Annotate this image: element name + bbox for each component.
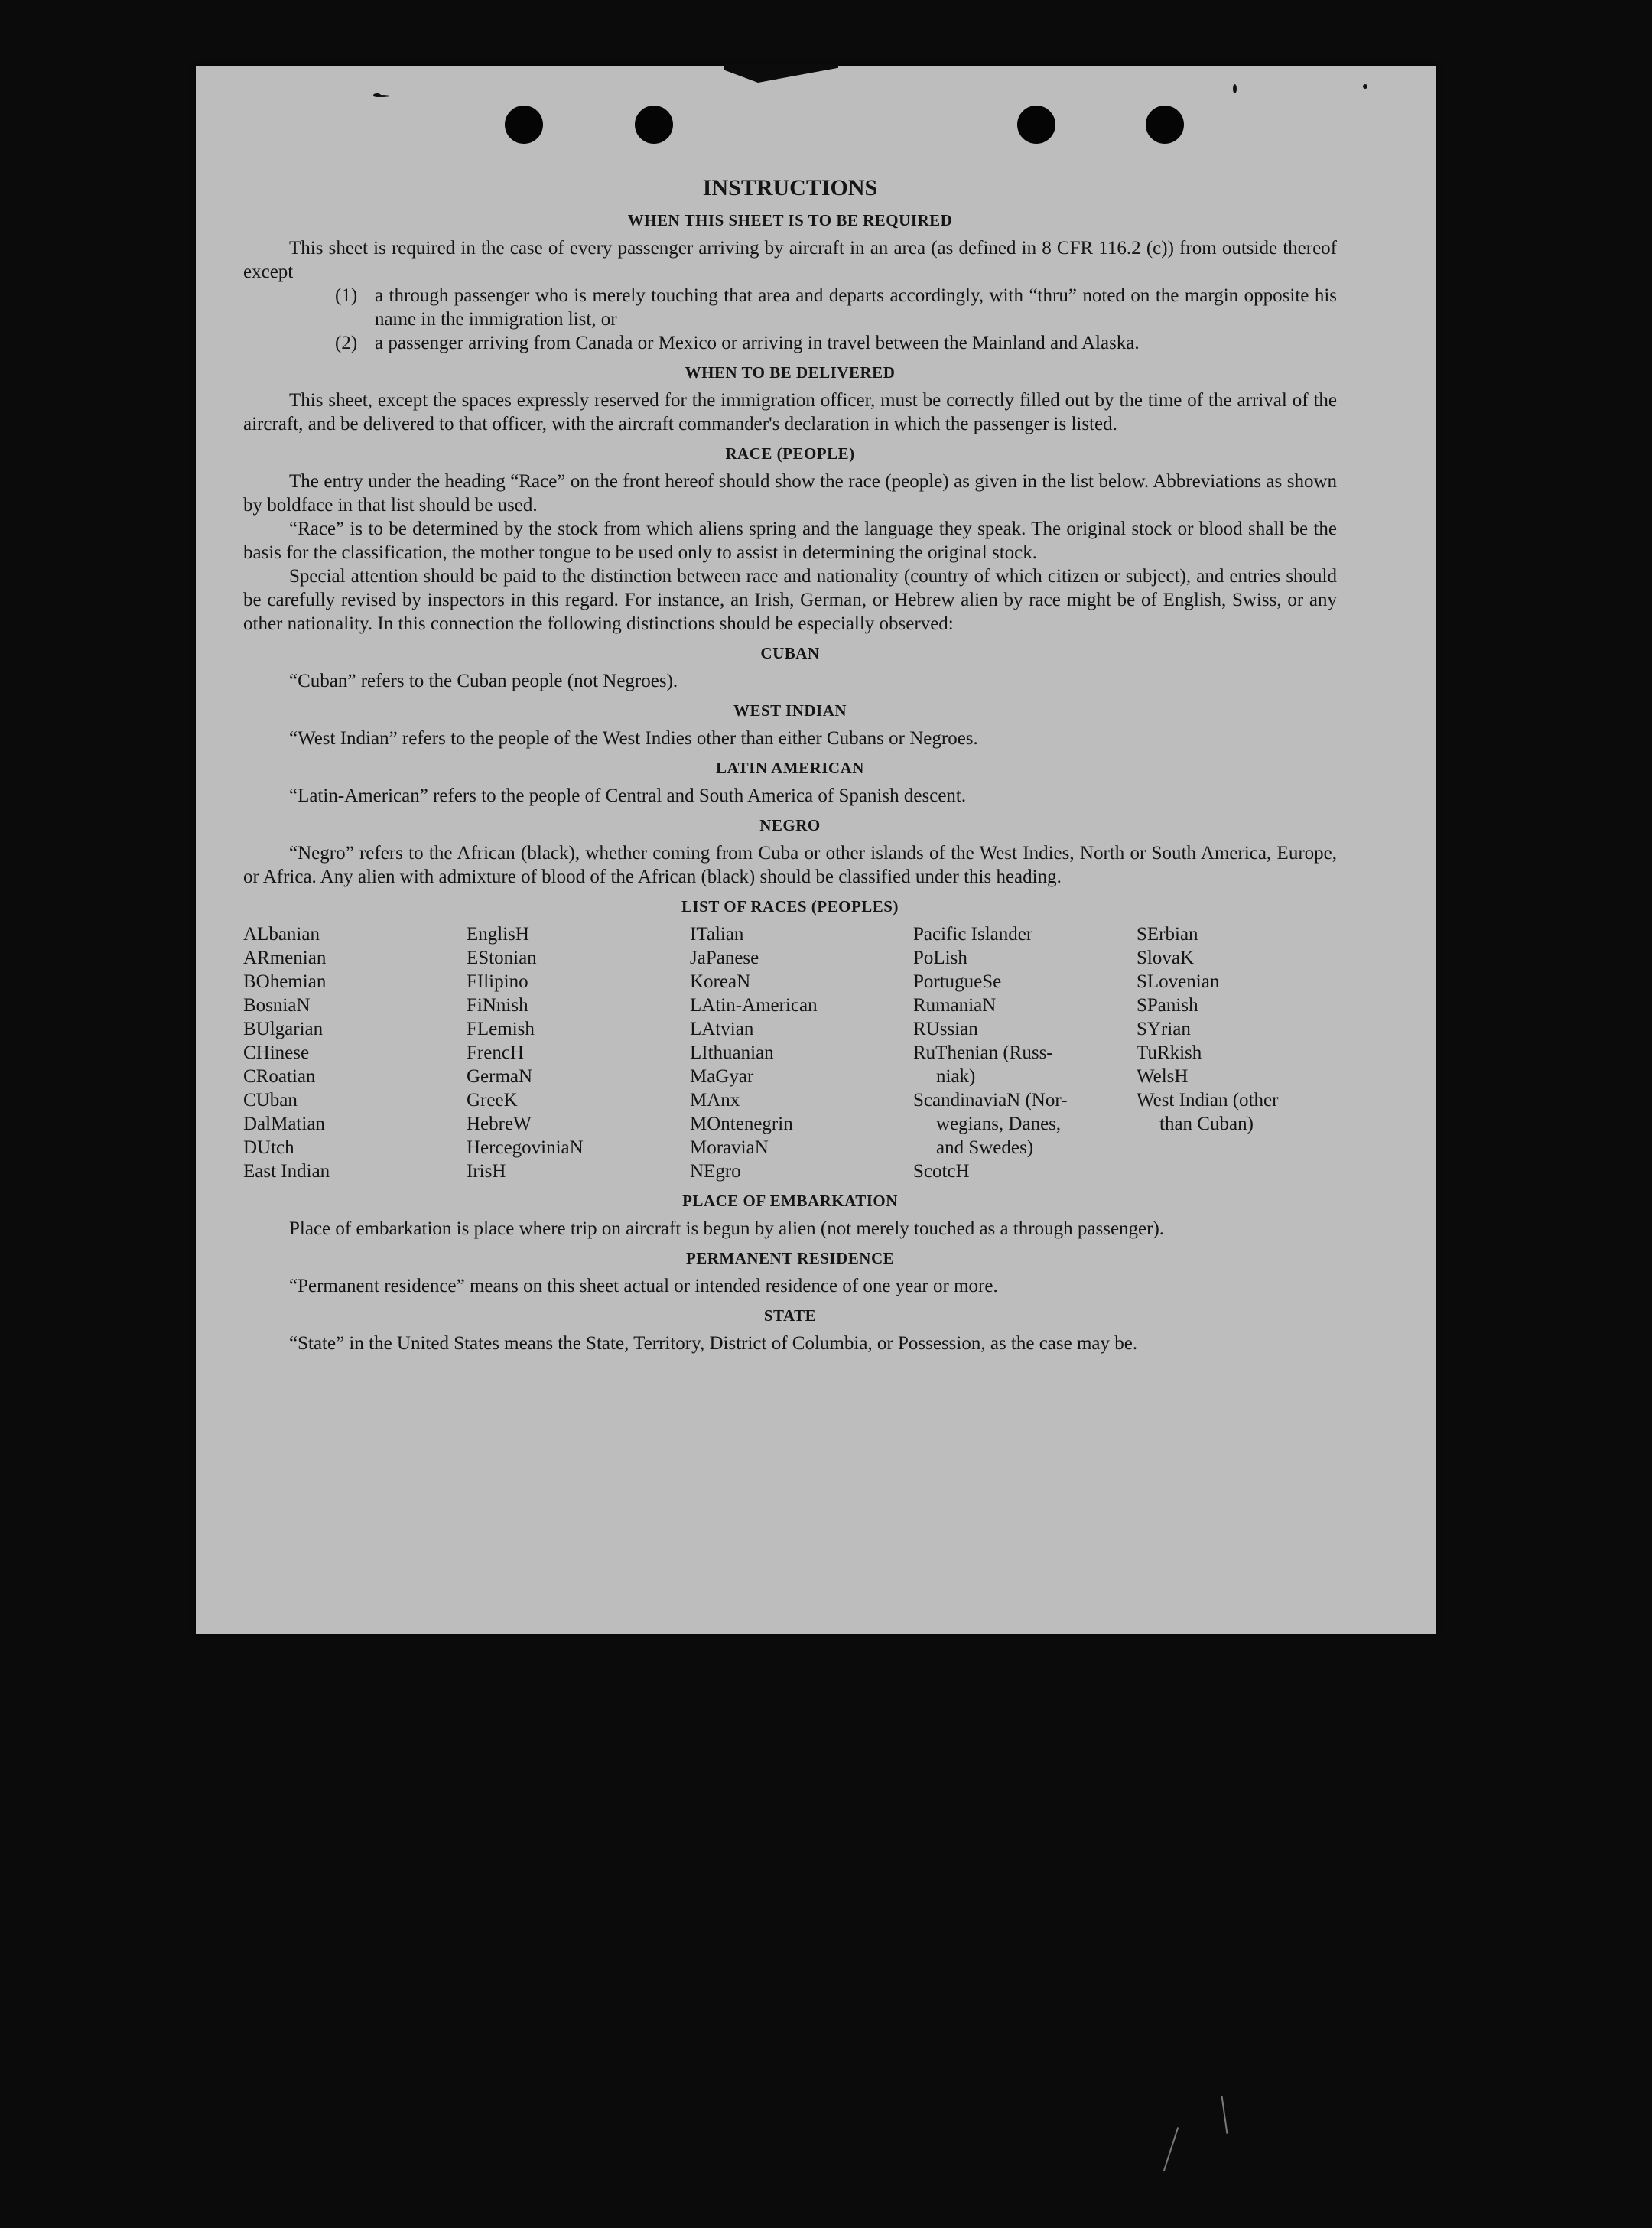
race-item: JaPanese [690,948,759,968]
list-item [243,331,1337,355]
heading-cuban: CUBAN [760,644,820,662]
race-item: GreeK [467,1090,518,1111]
race-item: SLovenian [1137,971,1220,992]
heading-place-of-embarkation: PLACE OF EMBARKATION [682,1192,898,1210]
list-text: a through passenger who is merely touching that area and departs accordingly, with “thru” noted on the margin opposite his name in the immigration list, or [375,285,1337,330]
dust-mark [373,95,390,97]
dust-mark [1363,84,1367,89]
paragraph-west-indian: “West Indian” refers to the people of the West Indies other than either Cubans or Negroes. [289,728,978,749]
race-item: BOhemian [243,971,327,992]
race-item: SlovaK [1137,948,1194,968]
race-item: ScandinaviaN (Nor- [913,1090,1068,1111]
race-item: Pacific Islander [913,924,1033,945]
paragraph-permanent-residence: “Permanent residence” means on this sheet actual or intended residence of one year or more. [289,1276,998,1296]
race-item: LAtin-American [690,995,818,1016]
races-column-4 [913,922,1137,1183]
heading-latin-american: LATIN AMERICAN [716,759,864,777]
dust-mark [1233,84,1237,93]
race-item: FLemish [467,1019,535,1039]
race-item: IrisH [467,1161,506,1182]
film-scratch [1221,2096,1228,2134]
paragraph-negro: “Negro” refers to the African (black), whether coming from Cuba or other islands of the West Indies, North or South America, Europe, or Africa. Any alien with admixture of blood of the African (black) should be classified under this heading. [243,843,1337,887]
list-number: (1) [335,285,358,306]
race-item: RUssian [913,1019,978,1039]
race-item-continued: than Cuban) [1159,1114,1254,1134]
race-item: DalMatian [243,1114,325,1134]
race-item: RumaniaN [913,995,997,1016]
race-item: SYrian [1137,1019,1191,1039]
race-item: CUban [243,1090,298,1111]
race-item: KoreaN [690,971,751,992]
paragraph-place-of-embarkation: Place of embarkation is place where trip on aircraft is begun by alien (not merely touched as a through passenger). [289,1218,1165,1239]
paragraph-race-2: “Race” is to be determined by the stock from which aliens spring and the language they speak. The original stock or blood shall be the basis for the classification, the mother tongue to be used only to assist in determining the original stock. [243,519,1337,563]
races-column-5 [1137,922,1343,1183]
race-item: TuRkish [1137,1042,1202,1063]
heading-when-required: WHEN THIS SHEET IS TO BE REQUIRED [627,211,953,229]
race-item: MaGyar [690,1066,754,1087]
race-item: LIthuanian [690,1042,774,1063]
race-item: LAtvian [690,1019,754,1039]
list-item [243,284,1337,331]
race-item: PoLish [913,948,967,968]
list-number: (2) [335,333,358,353]
race-item: EnglisH [467,924,529,945]
punch-hole [505,106,543,144]
heading-race: RACE (PEOPLE) [725,444,855,463]
heading-negro: NEGRO [759,816,821,834]
race-item: SPanish [1137,995,1198,1016]
heading-state: STATE [763,1306,817,1325]
race-item: MoraviaN [690,1137,769,1158]
race-item: ScotcH [913,1161,970,1182]
heading-list-of-races: LIST OF RACES (PEOPLES) [681,897,899,916]
race-item: DUtch [243,1137,294,1158]
race-item: FiNnish [467,995,528,1016]
film-scratch [1163,2127,1179,2171]
list-text: a passenger arriving from Canada or Mexico or arriving in travel between the Mainland and Alaska. [375,333,1140,353]
race-item: MOntenegrin [690,1114,793,1134]
paragraph-latin-american: “Latin-American” refers to the people of Central and South America of Spanish descent. [289,785,967,806]
race-item: WelsH [1137,1066,1189,1087]
race-item: CHinese [243,1042,310,1063]
instructions-text [243,176,1337,1355]
torn-edge [724,64,838,83]
races-column-2 [467,922,690,1183]
paragraph-when-required: This sheet is required in the case of every passenger arriving by aircraft in an area (as defined in 8 CFR 116.2 (c)) from outside thereof except [243,238,1337,282]
race-item-continued: and Swedes) [936,1137,1034,1158]
race-item: HercegoviniaN [467,1137,584,1158]
race-item: BosniaN [243,995,311,1016]
race-item: FrencH [467,1042,524,1063]
paragraph-cuban: “Cuban” refers to the Cuban people (not Negroes). [289,671,678,691]
races-column-3 [690,922,913,1183]
races-list [243,922,1337,1183]
race-item: GermaN [467,1066,533,1087]
race-item: MAnx [690,1090,740,1111]
race-item-continued: niak) [936,1066,976,1087]
heading-west-indian: WEST INDIAN [733,701,847,720]
paragraph-race-3: Special attention should be paid to the distinction between race and nationality (country of which citizen or subject), and entries should be carefully revised by inspectors in this regard. For instance, an Irish, German, or Hebrew alien by race might be of English, Swiss, or any other nationality. In this connection the following distinctions should be especially observed: [243,566,1337,634]
paragraph-race-1: The entry under the heading “Race” on the front hereof should show the race (people) as given in the list below. Abbreviations as shown by boldface in that list should be used. [243,471,1337,516]
paragraph-state: “State” in the United States means the State, Territory, District of Columbia, or Possession, as the case may be. [289,1333,1138,1354]
paragraph-when-delivered: This sheet, except the spaces expressly reserved for the immigration officer, must be correctly filled out by the time of the arrival of the aircraft, and be delivered to that officer, with the aircraft commander's declaration in which the passenger is listed. [243,390,1337,434]
punch-hole [635,106,673,144]
race-item: BUlgarian [243,1019,324,1039]
race-item: NEgro [690,1161,741,1182]
race-item-continued: wegians, Danes, [936,1114,1062,1134]
race-item: East Indian [243,1161,330,1182]
race-item: West Indian (other [1137,1090,1279,1111]
heading-when-delivered: WHEN TO BE DELIVERED [685,363,896,382]
race-item: SErbian [1137,924,1198,945]
race-item: RuThenian (Russ- [913,1042,1053,1063]
race-item: EStonian [467,948,537,968]
race-item: HebreW [467,1114,532,1134]
race-item: ARmenian [243,948,327,968]
document-sheet [196,66,1436,1634]
race-item: FIlipino [467,971,528,992]
page-title: INSTRUCTIONS [702,175,878,200]
race-item: ITalian [690,924,744,945]
race-item: ALbanian [243,924,320,945]
race-item: PortugueSe [913,971,1002,992]
heading-permanent-residence: PERMANENT RESIDENCE [685,1249,895,1267]
races-column-1 [243,922,467,1183]
punch-hole [1017,106,1055,144]
punch-hole [1146,106,1184,144]
race-item: CRoatian [243,1066,316,1087]
